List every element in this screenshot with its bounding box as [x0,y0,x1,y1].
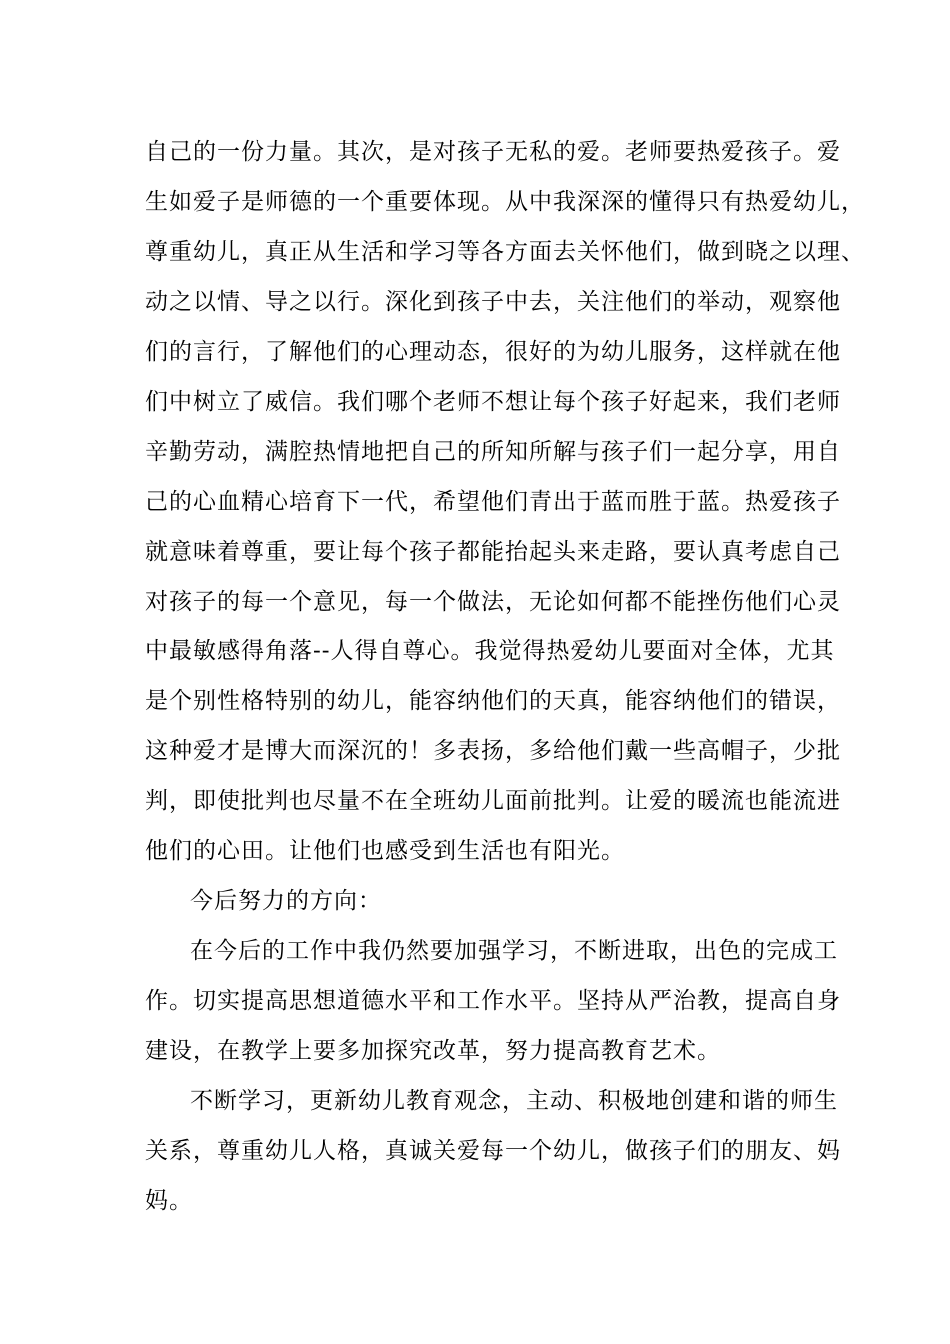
text-line: 尊重幼儿，真正从生活和学习等各方面去关怀他们，做到晓之以理、 [145,239,865,265]
paragraph-first-line: 在今后的工作中我仍然要加强学习，不断进取，出色的完成工 [190,938,838,964]
text-line: 就意味着尊重，要让每个孩子都能抬起头来走路，要认真考虑自己 [145,539,841,565]
paragraph-first-line: 不断学习，更新幼儿教育观念，主动、积极地创建和谐的师生 [190,1088,838,1114]
text-line: 作。切实提高思想道德水平和工作水平。坚持从严治教，提高自身 [145,988,841,1014]
text-line: 建设，在教学上要多加探究改革，努力提高教育艺术。 [145,1038,721,1064]
text-line: 妈。 [145,1188,193,1214]
text-line: 对孩子的每一个意见，每一个做法，无论如何都不能挫伤他们心灵 [145,589,841,615]
text-line: 生如爱子是师德的一个重要体现。从中我深深的懂得只有热爱幼儿， [145,189,865,215]
text-line: 们的言行，了解他们的心理动态，很好的为幼儿服务，这样就在他 [145,339,841,365]
text-line: 关系，尊重幼儿人格，真诚关爱每一个幼儿，做孩子们的朋友、妈 [145,1138,841,1164]
text-line: 自己的一份力量。其次，是对孩子无私的爱。老师要热爱孩子。爱 [145,139,841,165]
text-line: 判，即使批判也尽量不在全班幼儿面前批判。让爱的暖流也能流进 [145,788,841,814]
text-line: 中最敏感得角落--人得自尊心。我觉得热爱幼儿要面对全体，尤其 [145,638,835,664]
section-heading: 今后努力的方向： [190,888,382,914]
text-line: 这种爱才是博大而深沉的！多表扬，多给他们戴一些高帽子，少批 [145,738,841,764]
text-line: 己的心血精心培育下一代，希望他们青出于蓝而胜于蓝。热爱孩子 [145,489,841,515]
text-line: 辛勤劳动，满腔热情地把自己的所知所解与孩子们一起分享，用自 [145,439,841,465]
text-line: 他们的心田。让他们也感受到生活也有阳光。 [145,838,625,864]
text-line: 是个别性格特别的幼儿，能容纳他们的天真，能容纳他们的错误， [145,688,841,714]
text-line: 动之以情、导之以行。深化到孩子中去，关注他们的举动，观察他 [145,289,841,315]
text-line: 们中树立了威信。我们哪个老师不想让每个孩子好起来，我们老师 [145,389,841,415]
